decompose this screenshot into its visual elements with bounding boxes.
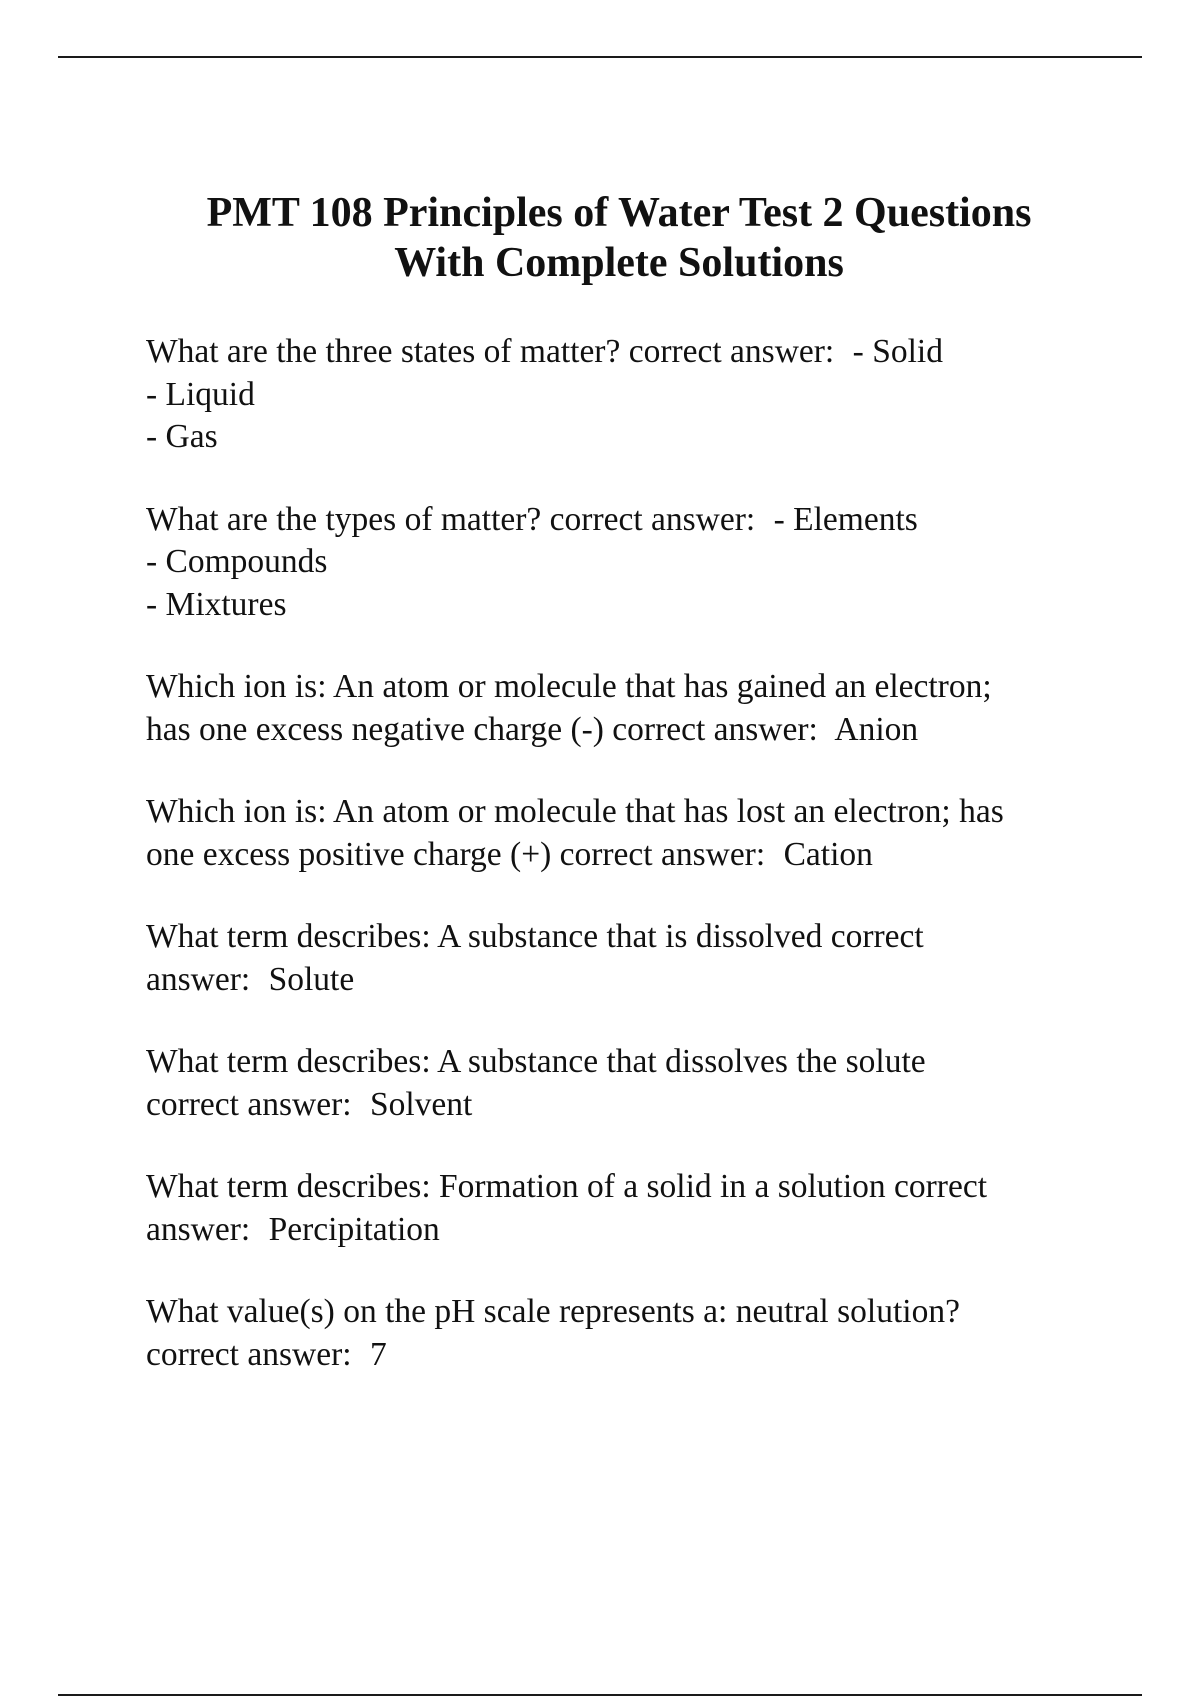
answer-text: Cation xyxy=(783,835,873,873)
question-text: correct answer: xyxy=(146,1335,352,1373)
answer-text: 7 xyxy=(369,1335,387,1373)
qa-item xyxy=(146,1166,1106,1251)
question-text: correct answer: xyxy=(146,1085,352,1123)
answer-text: - Liquid xyxy=(146,375,255,413)
question-text: answer: xyxy=(146,960,251,998)
qa-item xyxy=(146,791,1106,876)
qa-item xyxy=(146,1291,1106,1376)
question-text: What term describes: Formation of a solid in a solution correct xyxy=(146,1168,988,1205)
qa-line xyxy=(146,1334,1106,1377)
qa-line xyxy=(146,499,1106,542)
header-rule xyxy=(58,56,1142,58)
qa-item xyxy=(146,331,1106,459)
question-text: one excess positive charge (+) correct answer: xyxy=(146,835,766,873)
question-text: answer: xyxy=(146,1210,251,1248)
question-text: Which ion is: An atom or molecule that has gained an electron; xyxy=(146,668,992,705)
title-line-2: With Complete Solutions xyxy=(394,240,844,286)
title-line-1: PMT 108 Principles of Water Test 2 Questions xyxy=(206,190,1032,236)
answer-text: - Gas xyxy=(146,418,218,455)
answer-text: - Mixtures xyxy=(146,585,287,623)
question-text: has one excess negative charge (-) correct answer: xyxy=(146,710,818,748)
answer-text: Solvent xyxy=(369,1085,473,1123)
qa-line xyxy=(146,834,1106,877)
qa-list xyxy=(146,331,1106,1416)
question-text: What term describes: A substance that is dissolved correct xyxy=(146,918,924,955)
question-text: What are the types of matter? correct answer: xyxy=(146,500,756,538)
question-text: What value(s) on the pH scale represents a: neutral solution? xyxy=(146,1293,960,1330)
answer-text: - Compounds xyxy=(146,543,328,580)
qa-line xyxy=(146,1209,1106,1252)
answer-text: Anion xyxy=(834,710,919,748)
qa-line xyxy=(146,1084,1106,1127)
qa-item xyxy=(146,916,1106,1001)
answer-text: Solute xyxy=(268,960,355,998)
answer-text: - Solid xyxy=(852,333,943,370)
answer-text: - Elements xyxy=(773,500,918,538)
document-title xyxy=(60,188,1178,288)
qa-item xyxy=(146,666,1106,751)
qa-line xyxy=(146,331,1106,374)
answer-text: Percipitation xyxy=(268,1210,440,1248)
question-text: What are the three states of matter? correct answer: xyxy=(146,333,835,370)
qa-item xyxy=(146,499,1106,627)
question-text: Which ion is: An atom or molecule that has lost an electron; has xyxy=(146,793,1004,830)
footer-rule xyxy=(58,1694,1142,1696)
qa-item xyxy=(146,1041,1106,1126)
qa-line xyxy=(146,709,1106,752)
question-text: What term describes: A substance that dissolves the solute xyxy=(146,1043,926,1080)
qa-line xyxy=(146,959,1106,1002)
